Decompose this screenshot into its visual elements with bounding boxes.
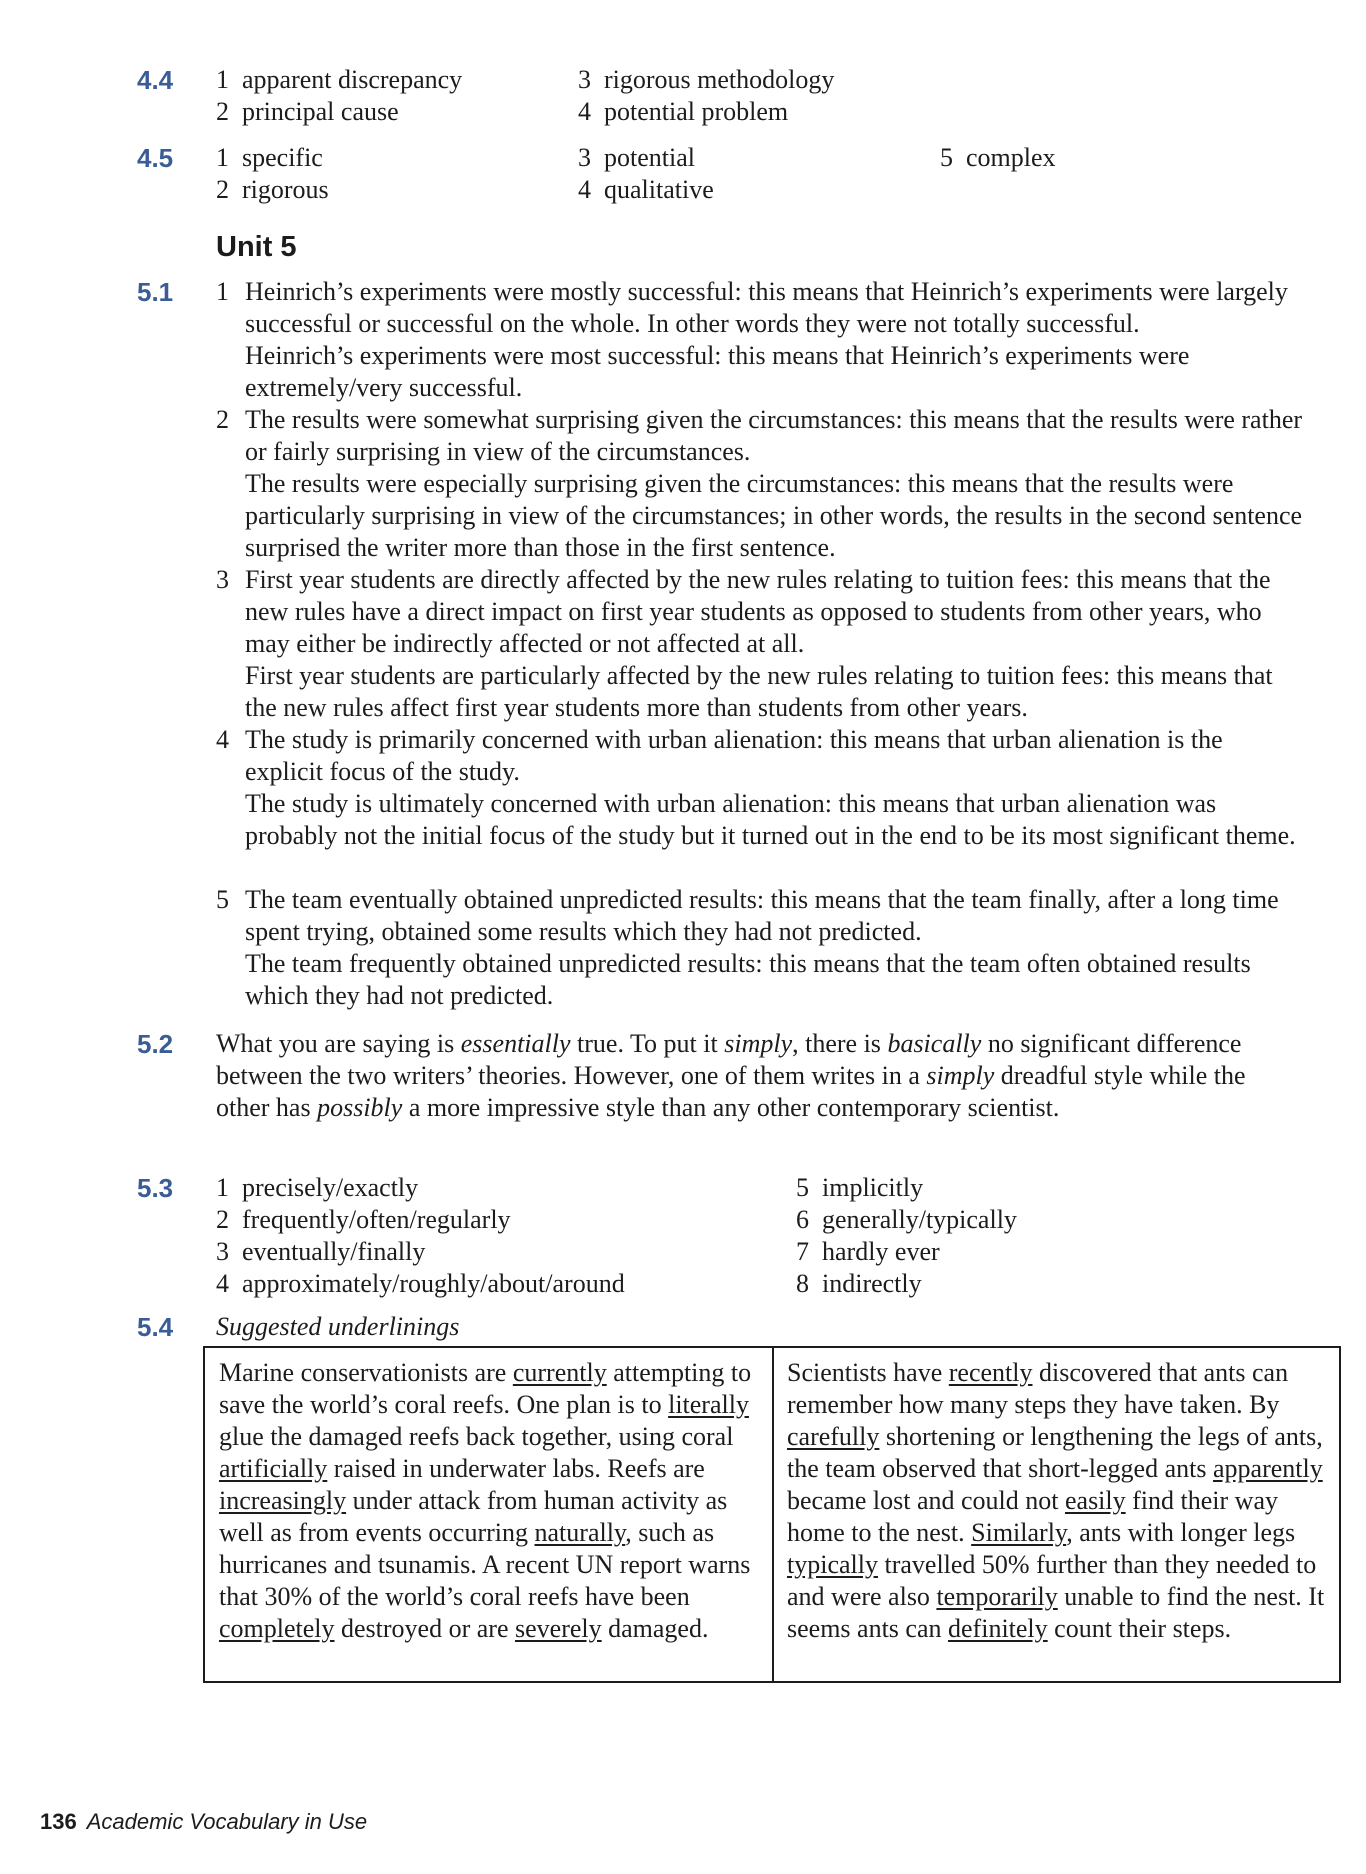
item-number: 3	[216, 565, 229, 594]
answer-item: 2 rigorous	[216, 175, 329, 204]
answer-text: The results were especially surprising given the circumstances: this means that the results were particularly surprising in view of the circumstances; in other words, the results in the second sentence surprised the writer more than those in the first sentence.	[245, 469, 1303, 562]
item-number: 5	[216, 885, 229, 914]
answer-item: 5 implicitly	[796, 1173, 924, 1202]
item-number: 2	[216, 405, 229, 434]
underlining-table	[203, 1346, 1341, 1683]
section-number-4-4: 4.4	[137, 65, 174, 95]
answer-item: 4 approximately/roughly/about/around	[216, 1269, 625, 1298]
column-divider	[772, 1348, 774, 1681]
answer-item: 3 rigorous methodology	[578, 65, 835, 94]
answer-text: First year students are particularly affected by the new rules relating to tuition fees: this means that the new rules affect first year students more than students from other years.	[245, 661, 1273, 722]
answer-text: The results were somewhat surprising given the circumstances: this means that the results were rather or fairly surprising in view of the circumstances.	[245, 405, 1303, 466]
caption: Suggested underlinings	[216, 1312, 460, 1341]
list-item	[216, 884, 1306, 1012]
right-passage: Scientists have recently discovered that ants can remember how many steps they have taken. By carefully shortening or lengthening the legs of ants, the team observed that short-legged ants apparently became lost and could not easily find their way home to the nest. Similarly, ants with longer legs typically travelled 50% further than they needed to and were also temporarily unable to find the nest. It seems ants can definitely count their steps.	[787, 1358, 1325, 1643]
list-item	[216, 724, 1306, 852]
answer-item: 4 potential problem	[578, 97, 789, 126]
answer-text: The team frequently obtained unpredicted results: this means that the team often obtained results which they had not predicted.	[245, 949, 1251, 1010]
unit-heading: Unit 5	[216, 231, 297, 263]
answer-item: 6 generally/typically	[796, 1205, 1017, 1234]
book-title: Academic Vocabulary in Use	[86, 1809, 368, 1834]
list-item	[216, 404, 1306, 564]
answer-text: Heinrich’s experiments were most successful: this means that Heinrich’s experiments were extremely/very successful.	[245, 341, 1190, 402]
section-number-5-4: 5.4	[137, 1312, 174, 1342]
list-item	[216, 276, 1306, 404]
answer-text: First year students are directly affected by the new rules relating to tuition fees: this means that the new rules have a direct impact on first year students as opposed to students from other years, who may either be indirectly affected or not affected at all.	[245, 565, 1271, 658]
list-item	[216, 564, 1306, 724]
section-number-5-3: 5.3	[137, 1173, 174, 1203]
answer-item: 7 hardly ever	[796, 1237, 940, 1266]
item-number: 4	[216, 725, 229, 754]
answer-text: The study is primarily concerned with urban alienation: this means that urban alienation is the explicit focus of the study.	[245, 725, 1223, 786]
answer-item: 2 frequently/often/regularly	[216, 1205, 511, 1234]
page-footer	[40, 1808, 367, 1836]
answer-item: 1 apparent discrepancy	[216, 65, 463, 94]
answer-text: The study is ultimately concerned with urban alienation: this means that urban alienation was probably not the initial focus of the study but it turned out in the end to be its most significant theme.	[245, 789, 1296, 850]
section-number-5-2: 5.2	[137, 1029, 174, 1059]
page-number: 136	[40, 1809, 77, 1834]
answer-text: The team eventually obtained unpredicted results: this means that the team finally, after a long time spent trying, obtained some results which they had not predicted.	[245, 885, 1279, 946]
answer-item: 5 complex	[940, 143, 1056, 172]
answer-item: 8 indirectly	[796, 1269, 922, 1298]
answer-item: 4 qualitative	[578, 175, 714, 204]
section-number-4-5: 4.5	[137, 143, 174, 173]
section-number-5-1: 5.1	[137, 277, 174, 307]
answer-item: 1 specific	[216, 143, 323, 172]
answer-item: 1 precisely/exactly	[216, 1173, 419, 1202]
item-number: 1	[216, 277, 229, 306]
answer-item: 3 eventually/finally	[216, 1237, 426, 1266]
answer-text: Heinrich’s experiments were mostly successful: this means that Heinrich’s experiments were largely successful or successful on the whole. In other words they were not totally successful.	[245, 277, 1288, 338]
answer-paragraph: What you are saying is essentially true. To put it simply, there is basically no significant difference between the two writers’ theories. However, one of them writes in a simply dreadful style while the other has possibly a more impressive style than any other contemporary scientist.	[216, 1029, 1246, 1122]
answer-item: 2 principal cause	[216, 97, 399, 126]
answer-item: 3 potential	[578, 143, 695, 172]
left-passage: Marine conservationists are currently attempting to save the world’s coral reefs. One plan is to literally glue the damaged reefs back together, using coral artificially raised in underwater labs. Reefs are increasingly under attack from human activity as well as from events occurring naturally, such as hurricanes and tsunamis. A recent UN report warns that 30% of the world’s coral reefs have been completely destroyed or are severely damaged.	[219, 1358, 752, 1643]
